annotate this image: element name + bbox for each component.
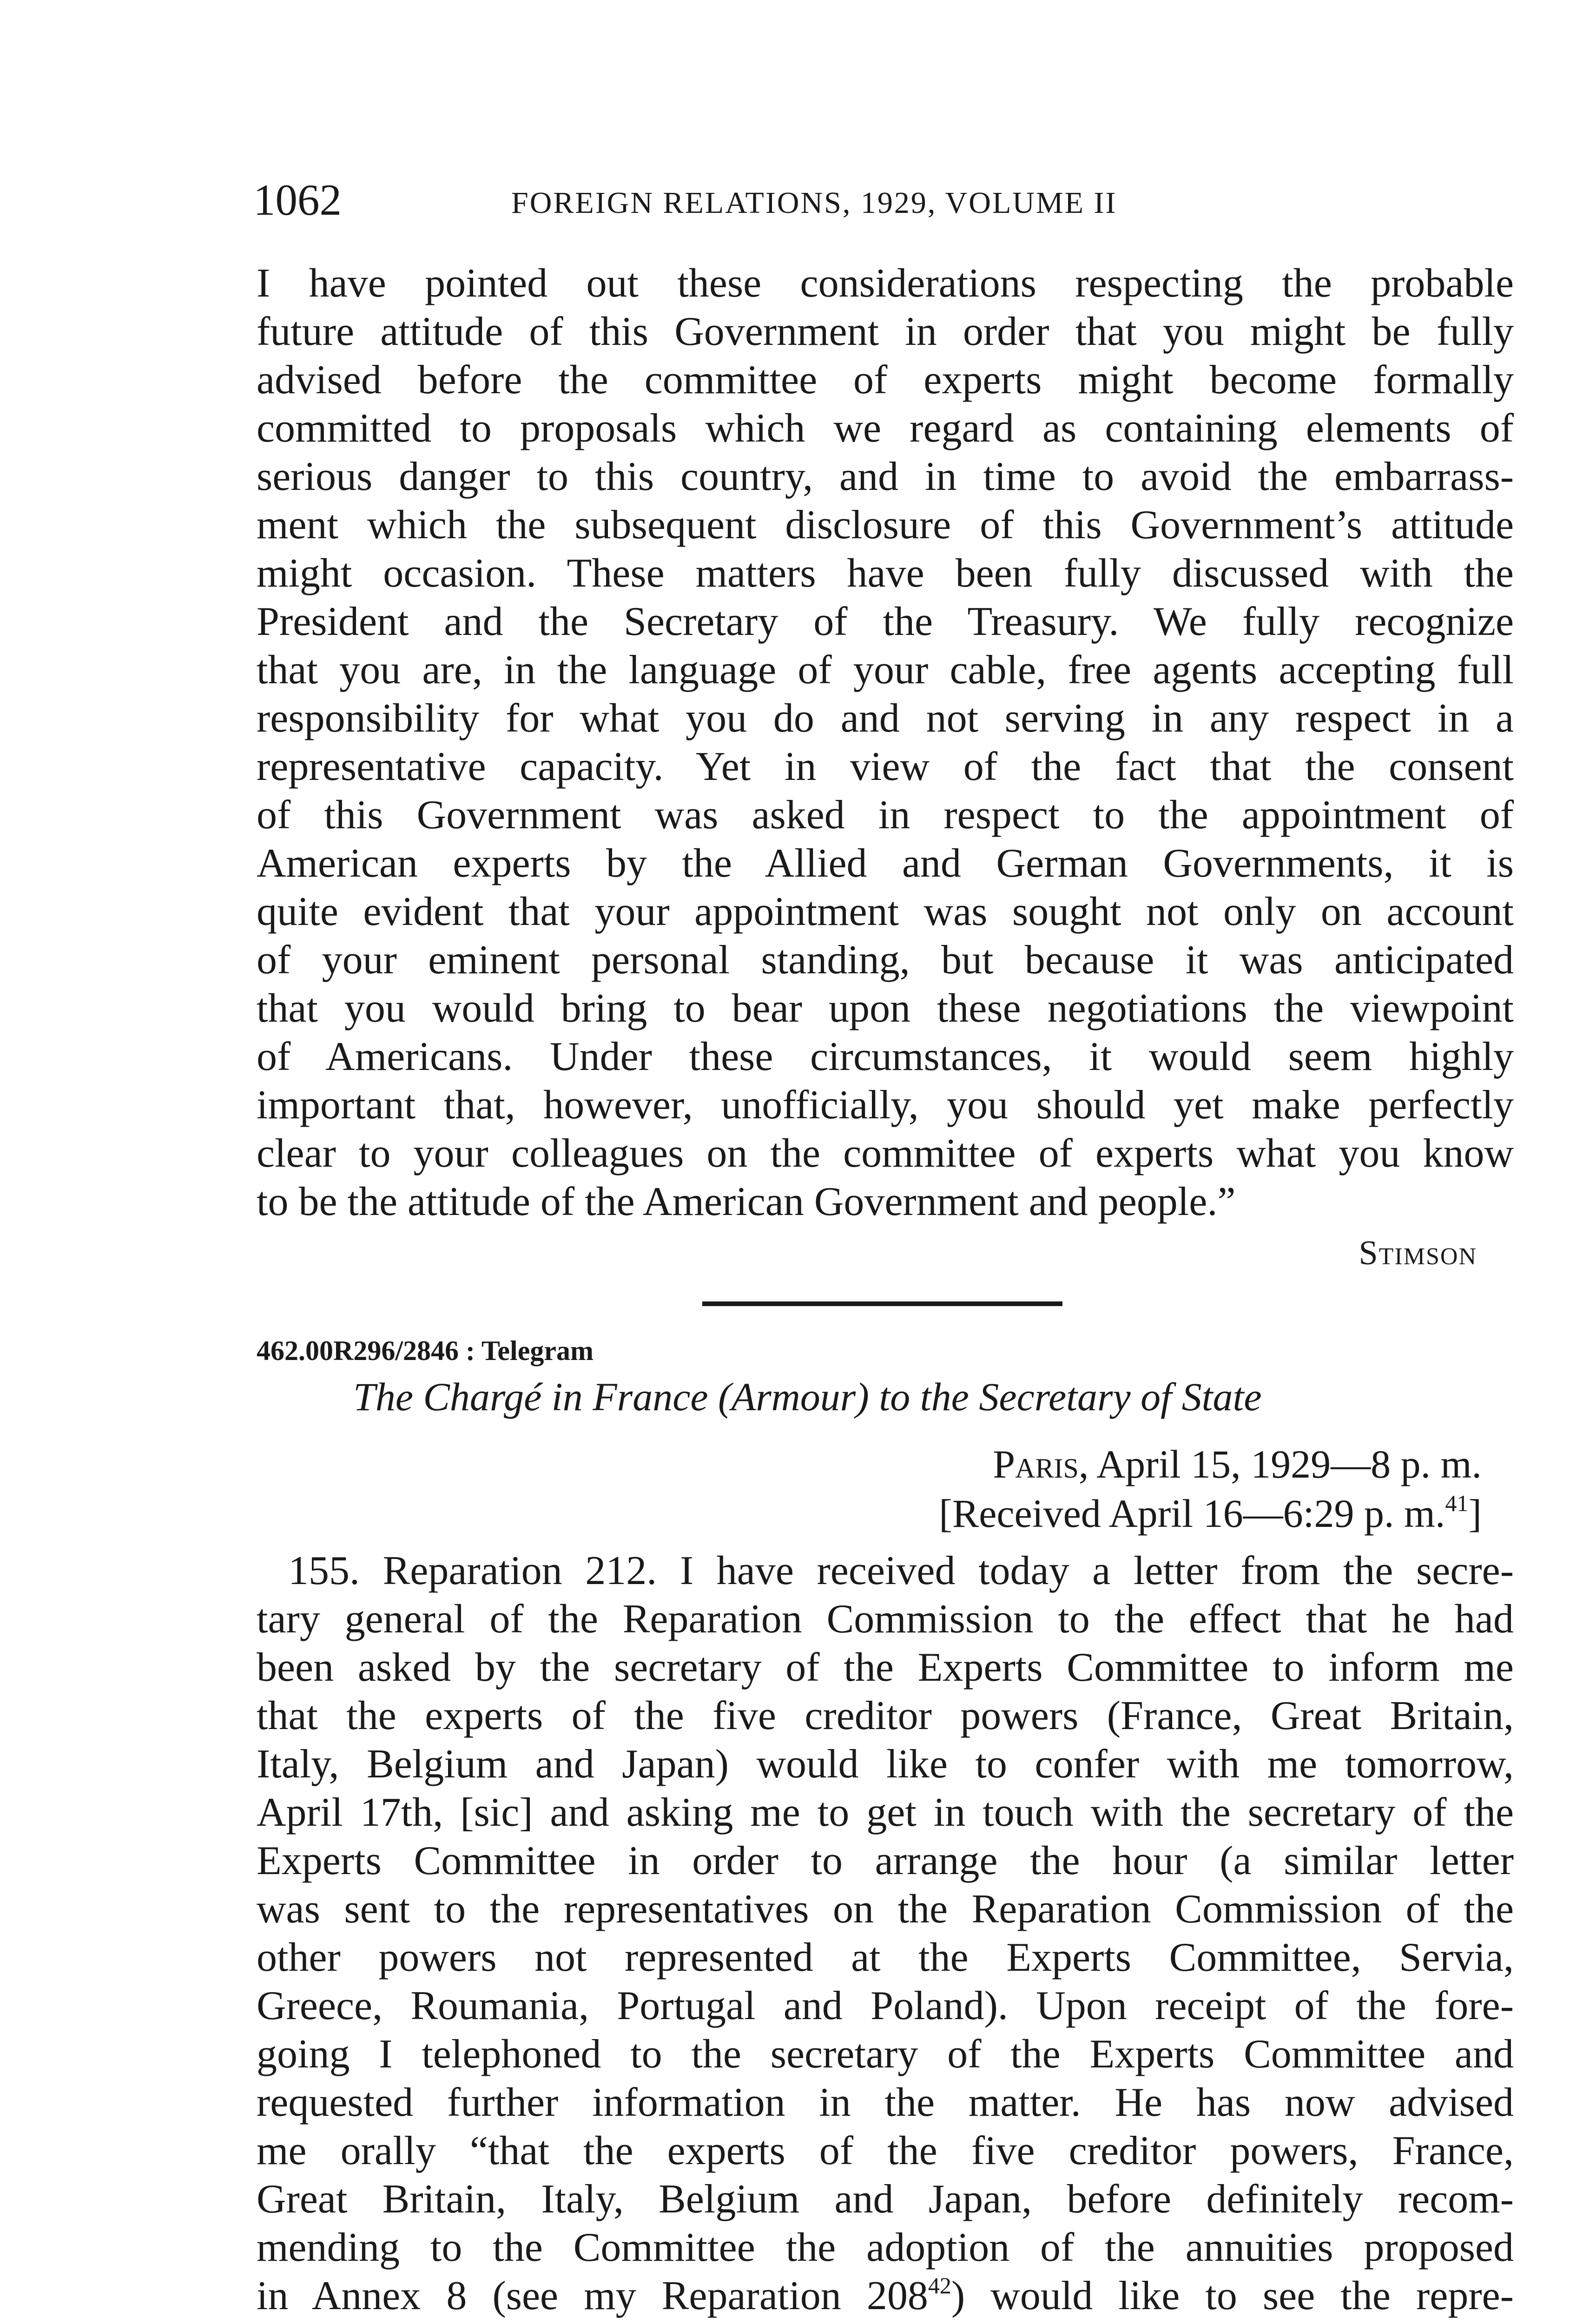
footnote-ref: 42 (928, 2272, 951, 2298)
text-line: ment which the subsequent disclosure of this Government’s attitude (257, 502, 1514, 548)
text-line: that the experts of the five creditor powers (France, Great Britain, (257, 1693, 1514, 1738)
text-line: American experts by the Allied and German Governments, it is (257, 841, 1514, 886)
text-line: might occasion. These matters have been fully discussed with the (257, 551, 1514, 596)
text-segment: in Annex 8 (see my Reparation 208 (257, 2273, 928, 2318)
text-segment: ) would like to see the repre- (951, 2273, 1514, 2318)
received-line (939, 1490, 1482, 1537)
text-line: that you are, in the language of your cable, free agents accepting full (257, 647, 1514, 693)
text-line: serious danger to this country, and in time to avoid the embarrass- (257, 454, 1514, 499)
dateline-place: Paris (993, 1442, 1079, 1486)
text-line: future attitude of this Government in order that you might be fully (257, 309, 1514, 354)
text-line: clear to your colleagues on the committee of experts what you know (257, 1131, 1514, 1176)
text-line: responsibility for what you do and not serving in any respect in a (257, 696, 1514, 741)
text-line: me orally “that the experts of the five creditor powers, France, (257, 2128, 1514, 2173)
dateline-date: , April 15, 1929—8 p. m. (1078, 1442, 1482, 1486)
text-line: mending to the Committee the adoption of the annuities proposed (257, 2225, 1514, 2270)
text-line: important that, however, unofficially, you should yet make perfectly (257, 1083, 1514, 1128)
section-divider (702, 1301, 1062, 1306)
received-close: ] (1468, 1491, 1482, 1536)
text-line: was sent to the representatives on the Reparation Commission of the (257, 1887, 1514, 1932)
text-line: Experts Committee in order to arrange the hour (a similar letter (257, 1838, 1514, 1883)
file-reference: 462.00R296/2846 : Telegram (257, 1335, 594, 1366)
text-line: I have pointed out these considerations respecting the probable (257, 261, 1514, 306)
text-line: advised before the committee of experts might become formally (257, 357, 1514, 403)
text-line (257, 2273, 1514, 2319)
text-line: requested further information in the matter. He has now advised (257, 2080, 1514, 2125)
text-line: tary general of the Reparation Commission to the effect that he had (257, 1597, 1514, 1642)
text-line: of this Government was asked in respect to the appointment of (257, 792, 1514, 838)
text-line: representative capacity. Yet in view of the fact that the consent (257, 744, 1514, 789)
text-line: of Americans. Under these circumstances, it would seem highly (257, 1034, 1514, 1079)
text-line: to be the attitude of the American Government and people.” (257, 1179, 1236, 1224)
text-line: quite evident that your appointment was sought not only on account (257, 889, 1514, 934)
text-line: April 17th, [sic] and asking me to get in touch with the secretary of the (257, 1790, 1514, 1835)
text-line: going I telephoned to the secretary of the Experts Committee and (257, 2032, 1514, 2077)
text-line: been asked by the secretary of the Experts Committee to inform me (257, 1645, 1514, 1690)
page-number: 1062 (253, 175, 342, 224)
text-line: 155. Reparation 212. I have received today a letter from the secre- (288, 1548, 1514, 1593)
text-line: committed to proposals which we regard as containing elements of (257, 406, 1514, 451)
text-line: that you would bring to bear upon these negotiations the viewpoint (257, 986, 1514, 1031)
text-line: Great Britain, Italy, Belgium and Japan, before definitely recom- (257, 2177, 1514, 2222)
text-line: Greece, Roumania, Portugal and Poland). Upon receipt of the fore- (257, 1983, 1514, 2028)
text-line: of your eminent personal standing, but because it was anticipated (257, 938, 1514, 983)
dateline (993, 1441, 1482, 1487)
document-title: The Chargé in France (Armour) to the Secretary of State (353, 1374, 1262, 1419)
received-text: [Received April 16—6:29 p. m. (939, 1491, 1445, 1536)
footnote-ref: 41 (1445, 1490, 1469, 1516)
text-line: Italy, Belgium and Japan) would like to confer with me tomorrow, (257, 1742, 1514, 1787)
running-title: FOREIGN RELATIONS, 1929, VOLUME II (511, 186, 1117, 220)
signature: Stimson (1359, 1234, 1477, 1272)
text-line: President and the Secretary of the Treasury. We fully recognize (257, 599, 1514, 644)
text-line: other powers not represented at the Experts Committee, Servia, (257, 1935, 1514, 1980)
